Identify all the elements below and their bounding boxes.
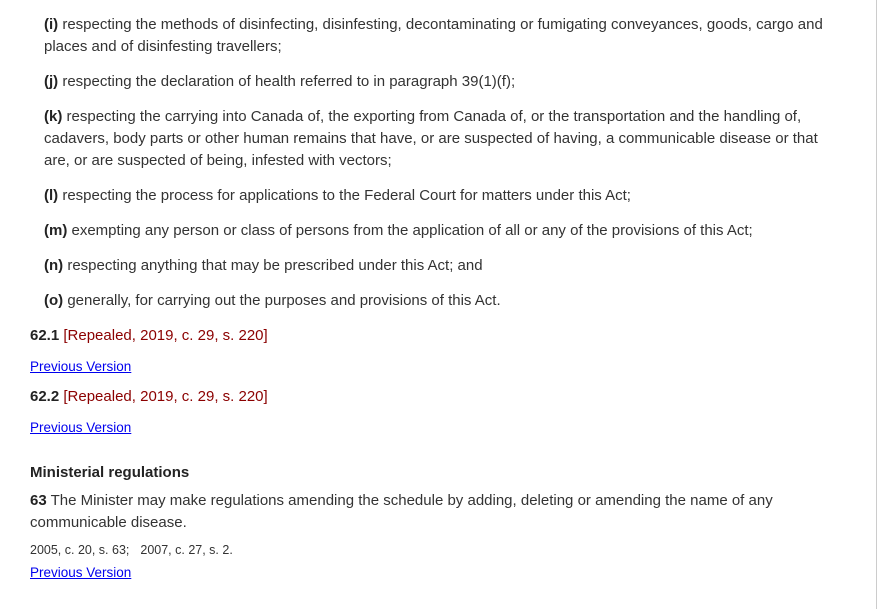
previous-version-row bbox=[30, 358, 876, 375]
section-text: The Minister may make regulations amending the schedule by adding, deleting or amending the name of any communicable disease. bbox=[30, 492, 773, 531]
provision-paragraph-k bbox=[44, 106, 847, 172]
paragraph-text: exempting any person or class of persons from the application of all or any of the provisions of this Act; bbox=[71, 222, 753, 239]
paragraph-text: respecting the declaration of health referred to in paragraph 39(1)(f); bbox=[62, 73, 516, 90]
paragraph-label: (o) bbox=[44, 292, 64, 309]
paragraph-text: respecting the carrying into Canada of, the exporting from Canada of, or the transportation and the handling of, cadavers, body parts or other human remains that have, or are suspected of having, a communicable disease or that are, or are suspected of being, infested with vectors; bbox=[44, 108, 818, 169]
previous-version-row bbox=[30, 419, 876, 436]
paragraph-text: respecting the process for applications to the Federal Court for matters under this Act; bbox=[62, 187, 631, 204]
section-63 bbox=[30, 490, 836, 534]
paragraph-label: (k) bbox=[44, 108, 63, 125]
previous-version-link[interactable]: Previous Version bbox=[30, 420, 132, 435]
history-citation: 2007, c. 27, s. 2. bbox=[140, 543, 233, 557]
previous-version-link[interactable]: Previous Version bbox=[30, 565, 132, 580]
paragraph-text: respecting anything that may be prescribed under this Act; and bbox=[67, 257, 483, 274]
history-citation: 2005, c. 20, s. 63; bbox=[30, 543, 130, 557]
section-number: 63 bbox=[30, 492, 47, 509]
marginal-note-heading: Ministerial regulations bbox=[30, 464, 190, 481]
provision-paragraph-j bbox=[44, 71, 847, 93]
previous-version-row bbox=[30, 564, 876, 581]
section-62-1 bbox=[30, 325, 852, 347]
paragraph-label: (n) bbox=[44, 257, 64, 274]
paragraph-label: (i) bbox=[44, 16, 59, 33]
historical-citations bbox=[30, 542, 876, 558]
repealed-note: [Repealed, 2019, c. 29, s. 220] bbox=[63, 327, 268, 344]
paragraph-label: (l) bbox=[44, 187, 59, 204]
provision-paragraph-l bbox=[44, 185, 847, 207]
repealed-note: [Repealed, 2019, c. 29, s. 220] bbox=[63, 388, 268, 405]
paragraph-label: (m) bbox=[44, 222, 68, 239]
provision-paragraph-n bbox=[44, 255, 847, 277]
provision-paragraph-m bbox=[44, 220, 847, 242]
section-number: 62.2 bbox=[30, 388, 60, 405]
section-62-2 bbox=[30, 386, 852, 408]
provision-paragraph-i bbox=[44, 14, 847, 58]
section-number: 62.1 bbox=[30, 327, 60, 344]
provision-paragraph-o bbox=[44, 290, 847, 312]
previous-version-link[interactable]: Previous Version bbox=[30, 359, 132, 374]
paragraph-text: generally, for carrying out the purposes and provisions of this Act. bbox=[67, 292, 501, 309]
paragraph-label: (j) bbox=[44, 73, 59, 90]
paragraph-text: respecting the methods of disinfecting, disinfesting, decontaminating or fumigating conveyances, goods, cargo and places and of disinfesting travellers; bbox=[44, 16, 823, 55]
